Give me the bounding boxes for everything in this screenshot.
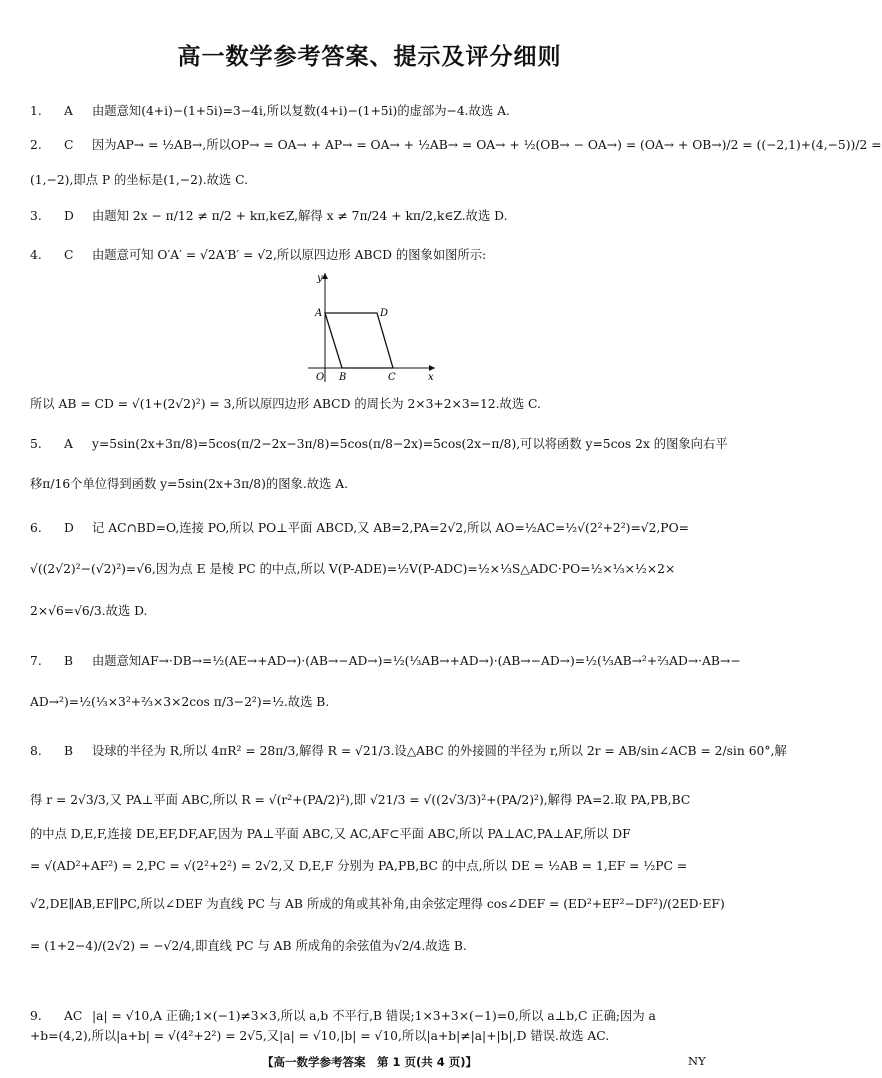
question-number: 6. [30,521,42,535]
answer-text: 记 AC∩BD=O,连接 PO,所以 PO⊥平面 ABCD,又 AB=2,PA=2√2,所以 AO=½AC=½√(2²+2²)=√2,PO= [92,521,689,535]
answer-5-line-2 [30,476,720,492]
answer-7-line-2 [30,694,720,710]
label-a: A [315,308,323,319]
answer-text: 由题意可知 O′A′ = √2A′B′ = √2,所以原四边形 ABCD 的图象如图所示: [92,248,487,262]
answer-choice: B [64,744,74,758]
answer-8-line-5 [30,896,725,912]
label-y: y [317,273,323,284]
answer-8-line-6 [30,938,720,954]
answer-text: = (1+2−4)/(2√2) = −√2/4,即直线 PC 与 AB 所成角的余弦值为√2/4.故选 B. [30,939,467,953]
page-title: 高一数学参考答案、提示及评分细则 [177,44,562,70]
label-origin: O [316,372,325,383]
answer-text: 所以 AB = CD = √(1+(2√2)²) = 3,所以原四边形 ABCD 的周长为 2×3+2×3=12.故选 C. [30,397,541,411]
question-number: 9. [30,1009,42,1023]
answer-2-line-2 [30,172,720,188]
answer-choice: D [64,209,74,223]
answer-text: 的中点 D,E,F,连接 DE,EF,DF,AF,因为 PA⊥平面 ABC,又 AC,AF⊂平面 ABC,所以 PA⊥AC,PA⊥AF,所以 DF [30,827,631,841]
answer-8-line-1 [30,743,787,759]
quadrilateral-svg [300,268,440,386]
label-d: D [380,308,389,319]
answer-8-line-2 [30,792,720,808]
answer-choice: AC [64,1009,83,1023]
question-number: 5. [30,437,42,451]
answer-2-line-1 [30,137,882,153]
question-number: 1. [30,104,42,118]
answer-6-line-2 [30,561,720,577]
answer-choice: D [64,521,74,535]
answer-choice: A [64,104,73,118]
answer-9-line-2 [30,1028,720,1044]
answer-8-line-4 [30,858,720,874]
answer-text: 2×√6=√6/3.故选 D. [30,604,148,618]
quadrilateral-abcd [325,313,393,368]
label-b: B [339,372,347,383]
answer-text: = √(AD²+AF²) = 2,PC = √(2²+2²) = 2√2,又 D,E,F 分别为 PA,PB,BC 的中点,所以 DE = ½AB = 1,EF = ½PC = [30,859,688,873]
answer-choice: C [64,138,74,152]
answer-text: 设球的半径为 R,所以 4πR² = 28π/3,解得 R = √21/3.设△ABC 的外接圆的半径为 r,所以 2r = AB/sin∠ACB = 2/sin 60°,解 [92,744,787,758]
answer-choice: B [64,654,74,668]
question-number: 8. [30,744,42,758]
footer-code: NY [688,1054,706,1068]
question-number: 2. [30,138,42,152]
answer-6-line-3 [30,603,720,619]
answer-9-line-1 [30,1008,720,1024]
answer-8-line-3 [30,826,720,842]
answer-text: 由题意知AF→·DB→=½(AE→+AD→)·(AB→−AD→)=½(⅓AB→+AD→)·(AB→−AD→)=½(⅓AB→²+⅔AD→·AB→− [92,654,741,668]
answer-text: 由题知 2x − π/12 ≠ π/2 + kπ,k∈Z,解得 x ≠ 7π/24 + kπ/2,k∈Z.故选 D. [92,209,508,223]
answer-7-line-1 [30,653,741,669]
question-number: 4. [30,248,42,262]
answer-text: +b=(4,2),所以|a+b| = √(4²+2²) = 2√5,又|a| = √10,|b| = √10,所以|a+b|≠|a|+|b|,D 错误.故选 AC. [30,1029,610,1043]
answer-4-line-1 [30,247,720,263]
answer-4-line-2 [30,396,720,412]
page-footer: 【高一数学参考答案 第 1 页(共 4 页)】 [261,1055,478,1069]
label-x: x [428,372,434,383]
answer-1-line-1 [30,103,720,119]
x-axis-arrow [429,365,435,371]
label-c: C [388,372,396,383]
answer-text: (1,−2),即点 P 的坐标是(1,−2).故选 C. [30,173,248,187]
answer-text: 由题意知(4+i)−(1+5i)=3−4i,所以复数(4+i)−(1+5i)的虚部为−4.故选 A. [92,104,510,118]
answer-text: AD→²)=½(⅓×3²+⅔×3×2cos π/3−2²)=½.故选 B. [30,695,330,709]
answer-3-line-1 [30,208,720,224]
answer-choice: A [64,437,73,451]
answer-choice: C [64,248,74,262]
answer-text: 移π/16个单位得到函数 y=5sin(2x+3π/8)的图象.故选 A. [30,477,349,491]
question-number: 7. [30,654,42,668]
answer-text: y=5sin(2x+3π/8)=5cos(π/2−2x−3π/8)=5cos(π/8−2x)=5cos(2x−π/8),可以将函数 y=5cos 2x 的图象向右平 [92,437,728,451]
quadrilateral-figure [300,268,440,386]
y-axis-arrow [322,273,328,279]
answer-text: √((2√2)²−(√2)²)=√6,因为点 E 是棱 PC 的中点,所以 V(P-ADE)=½V(P-ADC)=½×⅓S△ADC·PO=½×⅓×½×2× [30,562,676,576]
answer-text: √2,DE∥AB,EF∥PC,所以∠DEF 为直线 PC 与 AB 所成的角或其补角,由余弦定理得 cos∠DEF = (ED²+EF²−DF²)/(2ED·EF) [30,897,725,911]
answer-text: |a| = √10,A 正确;1×(−1)≠3×3,所以 a,b 不平行,B 错误;1×3+3×(−1)=0,所以 a⊥b,C 正确;因为 a [92,1009,656,1023]
answer-5-line-1 [30,436,728,452]
answer-text: 得 r = 2√3/3,又 PA⊥平面 ABC,所以 R = √(r²+(PA/2)²),即 √21/3 = √((2√3/3)²+(PA/2)²),解得 PA=2.取 PA,PB,BC [30,793,691,807]
answer-text: 因为AP→ = ½AB→,所以OP→ = OA→ + AP→ = OA→ + ½AB→ = OA→ + ½(OB→ − OA→) = (OA→ + OB→)/2 = ((−2,1)+(4,−5))/2 = [92,138,882,152]
answer-6-line-1 [30,520,720,536]
question-number: 3. [30,209,42,223]
